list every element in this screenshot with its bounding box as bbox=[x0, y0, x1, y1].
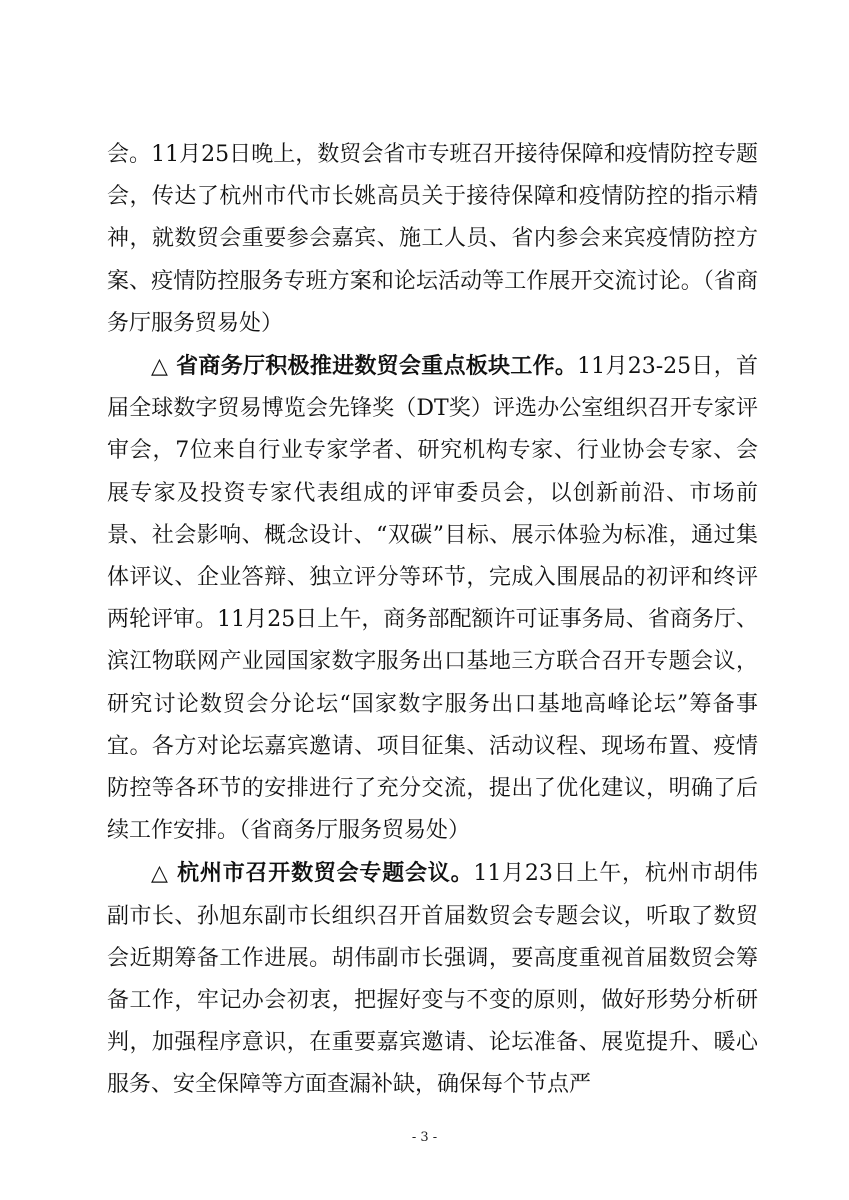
paragraph-3-heading: △ 杭州市召开数贸会专题会议。 bbox=[151, 860, 474, 887]
paragraph-3 bbox=[107, 852, 758, 1106]
paragraph-2 bbox=[107, 345, 758, 852]
paragraph-3-body: 11月23日上午，杭州市胡伟副市长、孙旭东副市长组织召开首届数贸会专题会议，听取了数贸会近期筹备工作进展。胡伟副市长强调，要高度重视首届数贸会筹备工作，牢记办会初衷，把握好变与不变的原则，做好形势分析研判，加强程序意识，在重要嘉宾邀请、论坛准备、展览提升、暖心服务、安全保障等方面查漏补缺，确保每个节点严 bbox=[107, 861, 758, 1098]
page-number: - 3 - bbox=[411, 1130, 438, 1145]
paragraph-1 bbox=[107, 134, 758, 345]
paragraph-1-body: 会。11月25日晚上，数贸会省市专班召开接待保障和疫情防控专题会，传达了杭州市代市长姚高员关于接待保障和疫情防控的指示精神，就数贸会重要参会嘉宾、施工人员、省内参会来宾疫情防控方案、疫情防控服务专班方案和论坛活动等工作展开交流讨论。（省商务厅服务贸易处） bbox=[107, 142, 758, 336]
paragraph-2-heading: △ 省商务厅积极推进数贸会重点板块工作。 bbox=[151, 353, 578, 380]
paragraph-2-body: 11月23-25日，首届全球数字贸易博览会先锋奖（DT奖）评选办公室组织召开专家评审会，7位来自行业专家学者、研究机构专家、行业协会专家、会展专家及投资专家代表组成的评审委员会，以创新前沿、市场前景、社会影响、概念设计、“双碳”目标、展示体验为标准，通过集体评议、企业答辩、独立评分等环节，完成入围展品的初评和终评两轮评审。11月25日上午，商务部配额许可证事务局、省商务厅、滨江物联网产业园国家数字服务出口基地三方联合召开专题会议，研究讨论数贸会分论坛“国家数字服务出口基地高峰论坛”筹备事宜。各方对论坛嘉宾邀请、项目征集、活动议程、现场布置、疫情防控等各环节的安排进行了充分交流，提出了优化建议，明确了后续工作安排。（省商务厅服务贸易处） bbox=[107, 354, 758, 844]
